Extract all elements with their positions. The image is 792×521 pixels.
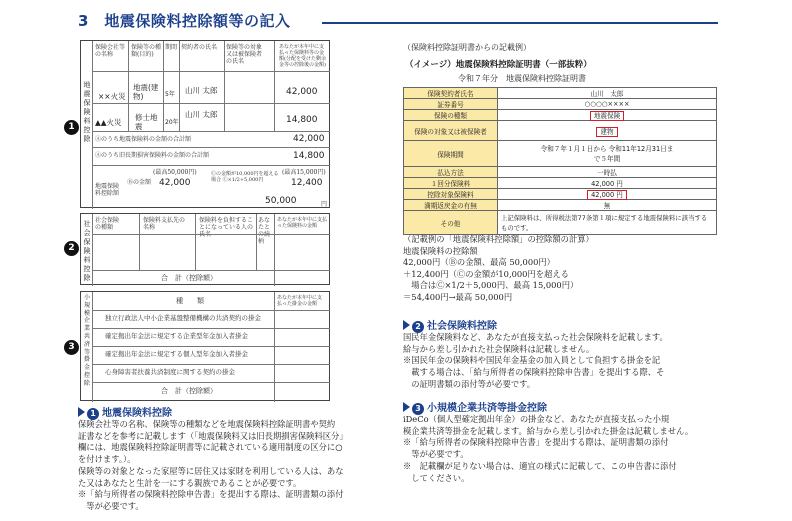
row2-period: 20年: [165, 119, 179, 126]
calc-yen: 円: [321, 201, 328, 208]
calc-formula: Ⓒの金額が10,000円を超える場合 Ⓒ×1/2+5,000円: [211, 171, 279, 183]
cert-val-other: 上記保険料は、所得税法第77条第１項に規定する地震保険料に該当するものです。: [498, 211, 717, 235]
s1-line-4: を付けます。）。: [78, 454, 136, 465]
s2-line-1: 国民年金保険料など、あなたが直接支払った社会保険料を記載します。: [403, 332, 668, 342]
cert-val-premium: 42,000 円: [498, 178, 717, 189]
s3-line-1: iDeCo（個人型確定拠出年金）の掛金など、あなたが直接支払った小規: [403, 414, 670, 424]
calc-line-2: 地震保険料の控除額: [403, 245, 478, 256]
sec3-total: 合 計（控除額）: [161, 387, 217, 395]
s2-line-3: ※国民年金の保険料や国民年金基金の加入員として負担する掛金を記: [403, 355, 661, 366]
calc-label: 地震保険料控除額: [95, 183, 120, 197]
certificate-table: [403, 87, 717, 235]
row1-period: 5年: [165, 91, 175, 98]
s2-line-2: 給与から差し引かれた社会保険料は記載しません。: [403, 343, 595, 354]
triangle-icon: [403, 402, 410, 412]
cert-key-kind: 保険の種類: [404, 110, 498, 121]
s1-line-6: た又はあなたと生計を一にする親族であることが必要です。: [78, 477, 302, 488]
triangle-icon: [403, 320, 410, 330]
calc-line-4: ＋12,400円（Ⓒの金額が10,000円を超える: [403, 268, 569, 279]
calc-line-6: ＝54,400円→最高 50,000円: [403, 291, 513, 302]
calc-b-value: 42,000: [159, 178, 191, 188]
sum-b-label: Ⓐのうち旧長期損害保険料の金額の合計額: [95, 152, 210, 159]
cert-key-payment: 払込方法: [404, 167, 498, 178]
s1-line-5: 保険等の対象となった家屋等に居住又は家財を利用している人は、あな: [78, 465, 344, 476]
sec2-col-kind: 社会保険の種類: [95, 217, 120, 231]
row1-owner: 山川 太郎: [185, 86, 218, 95]
cert-val-maturity: 無: [498, 200, 717, 211]
col-owner: 契約者の氏名: [181, 44, 218, 51]
sum-b-value: 14,800: [293, 151, 325, 161]
cert-val-payment: 一時払: [498, 167, 717, 178]
cert-key-other: その他: [404, 211, 498, 235]
section3-body: [403, 414, 715, 484]
number-3-icon: 3: [412, 403, 424, 415]
cert-key-maturity: 満期返戻金の有無: [404, 200, 498, 211]
row1-amount: 42,000: [286, 87, 318, 97]
section1-body: [78, 419, 378, 513]
col-kind: 保険等の種類(目的): [131, 44, 162, 58]
sec2-col-payee: 保険料支払先の名称: [143, 217, 186, 231]
row1-company: ××火災: [98, 92, 126, 101]
row1-kind: 地震(建物): [133, 83, 159, 101]
page-title: 3 地震保険料控除額等の記入: [78, 12, 291, 30]
section1-heading: [78, 404, 172, 420]
section2-body: [403, 332, 715, 391]
sec2-col-amount: あなたが本年中に支払った保険料の金額: [277, 217, 328, 229]
section3-heading: [403, 399, 547, 415]
sec3-item-3: 確定拠出年金法に規定する個人型年金加入者掛金: [105, 350, 248, 358]
sec2-col-bearer: 保険料を負担することになっている人の: [199, 217, 254, 231]
cert-key-holder: 保険契約者氏名: [404, 88, 498, 99]
small-business-form: [80, 291, 330, 401]
s1-line-1: 保険会社等の名称、保険等の種類などを地震保険料控除証明書や契約: [78, 419, 336, 429]
row2-amount: 14,800: [286, 115, 318, 125]
sec3-col-amount: あなたが本年中に支払った掛金の金額: [277, 295, 323, 307]
calc-c-cap: (最高15,000円): [282, 169, 326, 176]
cert-key-target: 保険の対象又は被保険者: [404, 121, 498, 141]
header-rule: [322, 22, 718, 24]
s3-line-6: してください。: [403, 472, 470, 483]
social-insurance-form: [80, 213, 330, 285]
s3-line-4: 等が必要です。: [403, 449, 469, 460]
marker-1-icon: 1: [64, 120, 79, 135]
earthquake-section-form: [80, 40, 330, 208]
number-2-icon: 2: [412, 321, 424, 333]
row2-kind: 修士地震: [135, 113, 158, 131]
sec3-item-2: 確定拠出年金法に規定する企業型年金加入者掛金: [105, 332, 248, 340]
cert-key-premium: １回分保険料: [404, 178, 498, 189]
sec3-side-label: 小規模企業共済等掛金控除: [83, 294, 90, 387]
cert-val-period: 令和７年１月１日から 令和11年12月31日まで５年間: [498, 141, 717, 167]
section2-title: 社会保険料控除: [427, 321, 497, 332]
sec2-total: 合 計（控除額）: [161, 274, 217, 282]
triangle-icon: [78, 407, 85, 417]
section3-title: 小規模企業共済等掛金控除: [427, 403, 547, 414]
sec3-col-kind: 種 類: [176, 297, 204, 305]
col-target: 保険等の対象又は被保険者の氏名: [226, 44, 263, 65]
cert-val-target: 建物: [596, 127, 617, 137]
cert-val-holder: 山川 太郎: [498, 88, 717, 99]
cert-key-period: 保険期間: [404, 141, 498, 167]
row2-company: ▲▲火災: [95, 118, 122, 127]
s2-line-4: 載する場合は、「給与所得者の保険料控除申告書」を提出する際、そ: [403, 367, 665, 378]
s1-line-2: 証書などを参考に記載します（「地震保険料又は旧長期損害保険料区分」: [78, 430, 348, 441]
marker-3-icon: 3: [64, 340, 79, 355]
calc-example: [403, 234, 713, 303]
sec3-item-1: 独立行政法人中小企業基盤整備機構の共済契約の掛金: [105, 314, 261, 322]
calc-b-text: Ⓑの金額: [127, 179, 152, 186]
s1-line-7: ※「給与所得者の保険料控除申告書」を提出する際は、証明書類の添付: [78, 489, 344, 500]
sec2-side-label: 社会保険料控除: [83, 220, 91, 282]
calc-line-5: 場合はⒸ×1/2＋5,000円、最高 15,000円）: [403, 280, 579, 290]
row2-owner: 山川 太郎: [185, 110, 218, 119]
calc-b-cap: (最高50,000円): [153, 169, 197, 176]
cert-title: 令和７年分 地震保険料控除証明書: [458, 74, 586, 83]
sum-a-value: 42,000: [293, 134, 325, 144]
section1-title: 地震保険料控除: [102, 408, 172, 419]
cert-val-kind: 地震保険: [590, 111, 624, 121]
s3-line-2: 模企業共済等掛金を記載します。給与から差し引かれた掛金は記載しません。: [403, 425, 694, 436]
cert-key-policy-no: 証券番号: [404, 99, 498, 110]
sum-a-label: Ⓐのうち地震保険料の金額の合計額: [95, 136, 192, 143]
example-label: （保険料控除証明書からの記載例）: [403, 43, 531, 52]
sec1-side-label: 地震保険料控除: [83, 81, 91, 143]
s3-line-5: ※ 記載欄が足りない場合は、適宜の様式に記載して、この申告書に添付: [403, 460, 677, 471]
col-amount: あなたが本年中に支払った保険料等の金額(分配を受けた剰余金等の控除後の金額): [279, 44, 326, 68]
s2-line-5: の証明書類の添付等が必要です。: [403, 378, 536, 389]
calc-c-value: 12,400: [291, 178, 323, 188]
cert-key-deductible: 控除対象保険料: [404, 189, 498, 200]
marker-2-icon: 2: [64, 241, 79, 256]
calc-line-1: （記載例の「地震保険料控除額」の控除額の計算）: [403, 234, 594, 244]
number-1-icon: 1: [87, 408, 99, 420]
s1-line-8: 等が必要です。: [78, 500, 144, 511]
sec2-col-relation: あなたと 柄: [258, 217, 271, 245]
col-company: 保険会社等の名称: [95, 44, 126, 58]
image-label: （イメージ）地震保険料控除証明書（一部抜粋）: [405, 60, 592, 70]
s1-line-3: 欄には、地震保険料控除証明書等に記載されている適用制度の区分に○: [78, 442, 343, 453]
sec3-item-4: 心身障害者扶養共済制度に関する契約の掛金: [105, 368, 235, 376]
s3-line-3: ※「給与所得者の保険料控除申告書」を提出する際は、証明書類の添付: [403, 437, 669, 448]
section2-heading: [403, 317, 497, 333]
calc-total: 50,000: [265, 196, 297, 206]
cert-val-deductible: 42,000 円: [587, 190, 627, 200]
col-period: 期間: [165, 44, 178, 51]
calc-line-3: 42,000円（Ⓑの金額、最高 50,000円）: [403, 257, 555, 267]
cert-val-policy-no: ○○○○××××: [498, 99, 717, 110]
